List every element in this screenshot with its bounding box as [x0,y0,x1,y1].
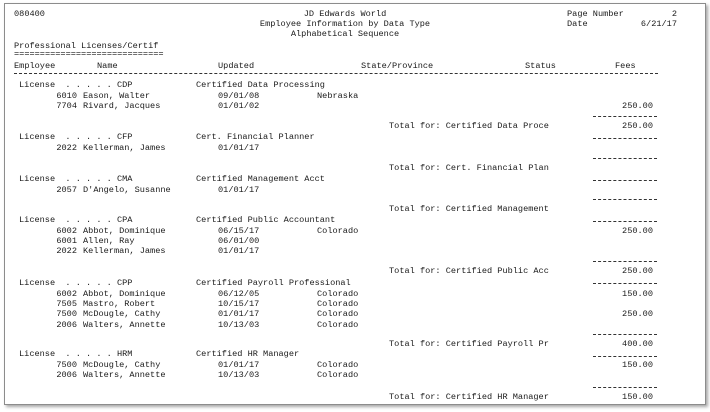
group-total-label: Total for: Certified Management [389,204,549,214]
total-rule [593,138,657,139]
employee-id: 2057 [56,184,77,195]
state-province: Colorado [317,225,359,236]
group-total-label: Total for: Certified HR Manager [389,392,549,402]
group-total-amount: 150.00 [622,392,653,402]
col-updated: Updated [218,61,255,71]
date-label: Date [567,19,588,29]
report-page [4,3,706,405]
subtotal-rule [593,261,657,262]
total-rule [593,283,657,284]
license-description: Certified Public Accountant [196,215,336,225]
state-province: Colorado [317,359,359,370]
employee-name: McDougle, Cathy [83,359,161,370]
employee-name: Mastro, Robert [83,298,156,309]
employee-id: 7500 [56,359,77,370]
group-total-label: Total for: Cert. Financial Plan [389,163,549,173]
employee-id: 6002 [56,288,77,299]
col-employee: Employee [14,61,56,71]
col-name: Name [97,61,118,71]
employee-name: Kellerman, James [83,246,166,257]
employee-id: 2022 [56,246,77,257]
updated-date: 01/01/17 [218,246,260,257]
license-description: Certified HR Manager [196,349,300,359]
header-divider [14,73,658,74]
col-status: Status [525,61,556,71]
group-total-label: Total for: Certified Data Proce [389,121,549,131]
report-sequence: Alphabetical Sequence [290,29,400,39]
employee-name: Abbot, Dominique [83,288,166,299]
license-label: License . . . . . HRM [19,349,133,359]
state-province: Colorado [317,319,359,330]
subtotal-rule [593,387,657,388]
fee-amount: 250.00 [622,309,653,320]
updated-date: 01/01/02 [218,100,260,111]
employee-id: 2022 [56,142,77,153]
updated-date: 01/01/17 [218,309,260,320]
employee-name: Walters, Annette [83,369,166,380]
employee-id: 6001 [56,235,77,246]
employee-id: 7500 [56,309,77,320]
subtotal-rule [593,158,657,159]
updated-date: 06/15/17 [218,225,260,236]
license-label: License . . . . . CMA [19,174,133,184]
fee-amount: 150.00 [622,359,653,370]
col-fees: Fees [615,61,636,71]
fee-amount: 250.00 [622,225,653,236]
employee-id: 2006 [56,319,77,330]
license-label: License . . . . . CDP [19,80,133,90]
total-rule [593,221,657,222]
employee-name: D'Angelo, Susanne [83,184,171,195]
license-label: License . . . . . CFP [19,132,133,142]
group-total-amount: 250.00 [622,266,653,276]
state-province: Colorado [317,309,359,320]
employee-name: Kellerman, James [83,142,166,153]
updated-date: 01/01/17 [218,359,260,370]
license-description: Certified Management Acct [196,174,325,184]
program-id: 080400 [14,9,45,19]
updated-date: 01/01/17 [218,184,260,195]
group-total-label: Total for: Certified Public Acc [389,266,549,276]
updated-date: 01/01/17 [218,142,260,153]
group-total-label: Total for: Certified Payroll Pr [389,339,549,349]
employee-name: McDougle, Cathy [83,309,161,320]
license-label: License . . . . . CPA [19,215,133,225]
col-state: State/Province [361,61,434,71]
employee-name: Abbot, Dominique [83,225,166,236]
report-title: Employee Information by Data Type [259,19,431,29]
updated-date: 09/01/08 [218,90,260,101]
group-total-amount: 400.00 [622,339,653,349]
license-description: Cert. Financial Planner [196,132,315,142]
employee-id: 6010 [56,90,77,101]
page-number-label: Page Number [567,9,624,19]
employee-name: Walters, Annette [83,319,166,330]
total-rule [593,180,657,181]
state-province: Colorado [317,298,359,309]
employee-id: 7704 [56,100,77,111]
state-province: Colorado [317,369,359,380]
state-province: Nebraska [317,90,359,101]
report-date: 6/21/17 [640,19,677,29]
license-description: Certified Data Processing [196,80,325,90]
updated-date: 10/13/03 [218,319,260,330]
license-label: License . . . . . CPP [19,278,133,288]
employee-name: Eason, Walter [83,90,151,101]
updated-date: 06/01/00 [218,235,260,246]
subtotal-rule [593,334,657,335]
company-name: JD Edwards World [303,9,387,19]
group-total-amount: 250.00 [622,121,653,131]
fee-amount: 150.00 [622,288,653,299]
page-number: 2 [671,9,677,19]
updated-date: 06/12/05 [218,288,260,299]
section-title: Professional Licenses/Certif [14,41,159,51]
employee-name: Rivard, Jacques [83,100,161,111]
license-description: Certified Payroll Professional [196,278,351,288]
employee-id: 2006 [56,369,77,380]
employee-id: 6002 [56,225,77,236]
subtotal-rule [593,116,657,117]
updated-date: 10/13/03 [218,369,260,380]
fee-amount: 250.00 [622,100,653,111]
employee-name: Allen, Ray [83,235,135,246]
state-province: Colorado [317,288,359,299]
employee-id: 7505 [56,298,77,309]
subtotal-rule [593,199,657,200]
section-underline: ============================= [14,49,164,59]
total-rule [593,356,657,357]
updated-date: 10/15/17 [218,298,260,309]
